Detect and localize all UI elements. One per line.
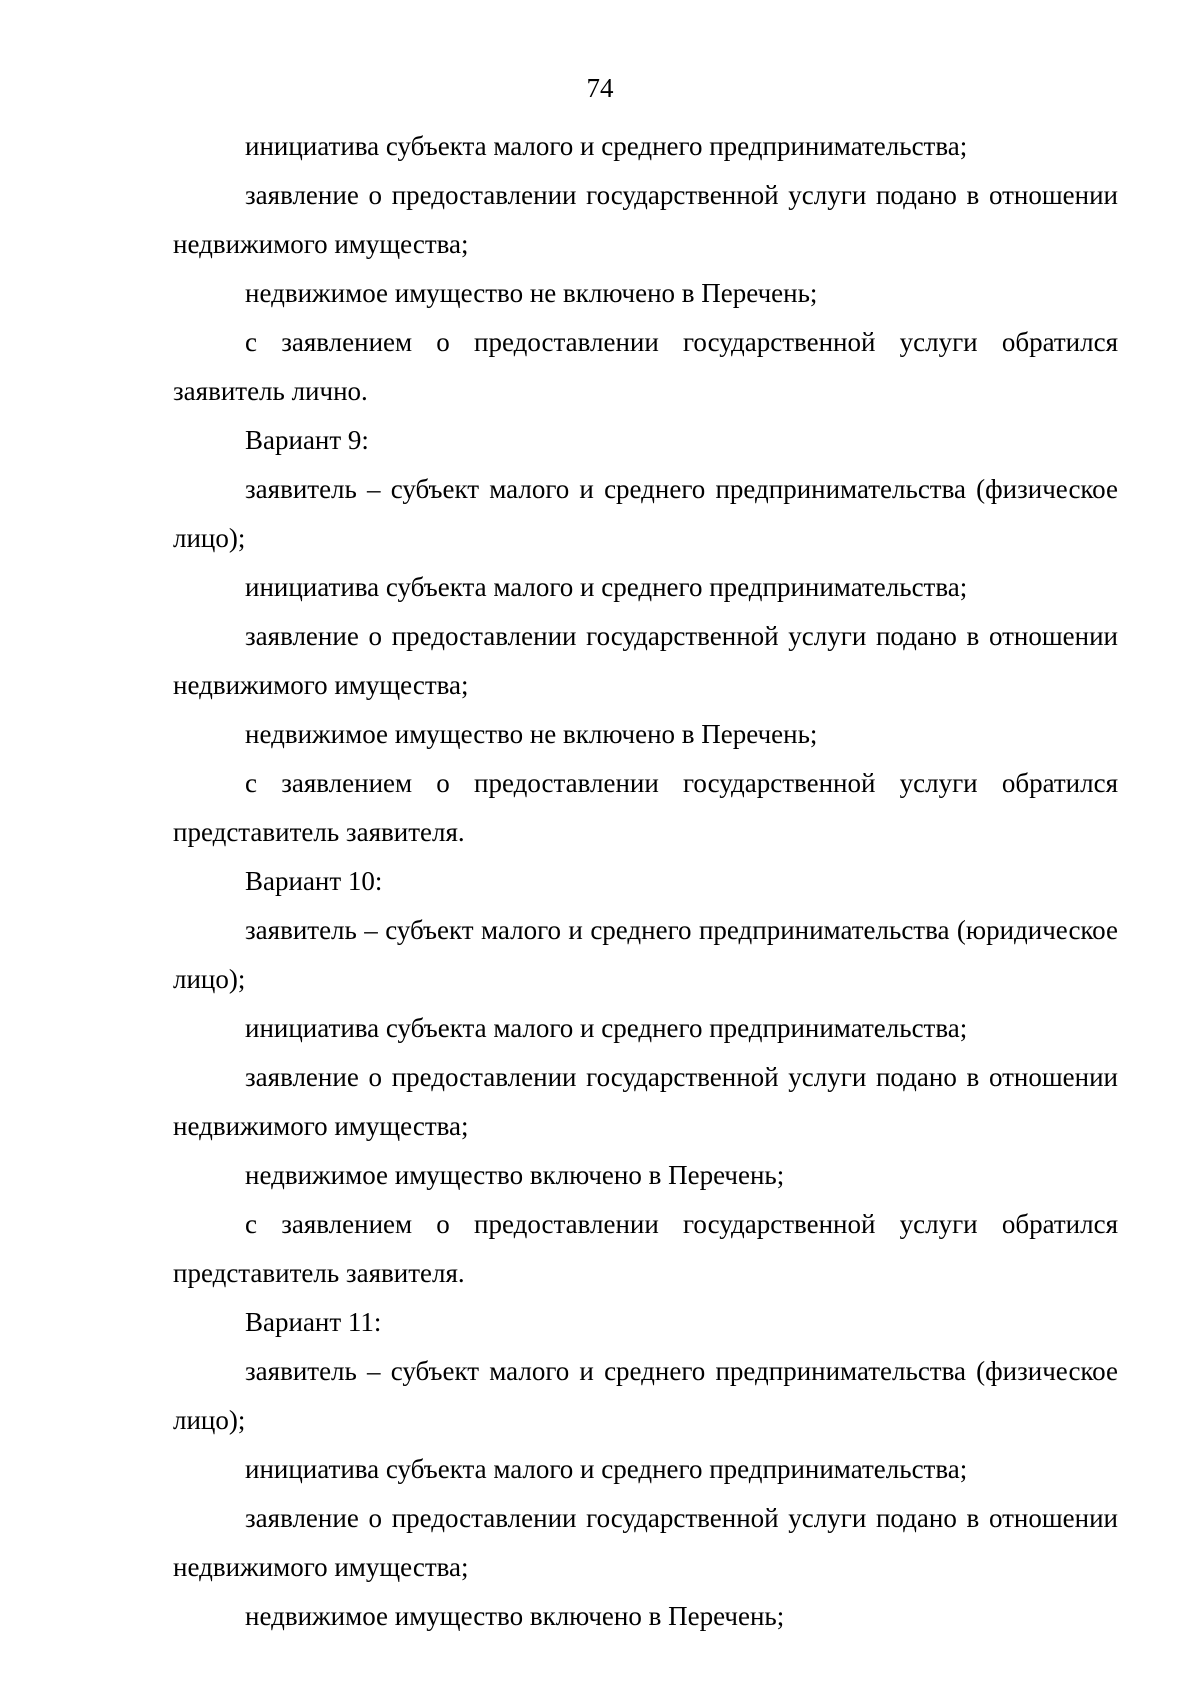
paragraph: заявление о предоставлении государственной услуги подано в отношении недвижимого имущества; [173,1503,1118,1582]
paragraph: с заявлением о предоставлении государственной услуги обратился представитель заявителя. [173,1209,1118,1288]
paragraph: недвижимое имущество не включено в Перечень; [245,719,818,749]
paragraph: недвижимое имущество включено в Перечень; [245,1160,785,1190]
document-body [173,122,1118,1641]
paragraph: недвижимое имущество не включено в Перечень; [245,278,818,308]
variant-heading: Вариант 11: [245,1307,382,1337]
paragraph: заявитель – субъект малого и среднего предпринимательства (физическое лицо); [173,1356,1118,1435]
variant-heading: Вариант 10: [245,866,383,896]
paragraph: с заявлением о предоставлении государственной услуги обратился представитель заявителя. [173,768,1118,847]
paragraph: инициатива субъекта малого и среднего предпринимательства; [245,131,968,161]
paragraph: инициатива субъекта малого и среднего предпринимательства; [245,1454,968,1484]
paragraph: заявление о предоставлении государственной услуги подано в отношении недвижимого имущества; [173,1062,1118,1141]
paragraph: недвижимое имущество включено в Перечень; [245,1601,785,1631]
paragraph: с заявлением о предоставлении государственной услуги обратился заявитель лично. [173,327,1118,406]
variant-heading: Вариант 9: [245,425,369,455]
paragraph: заявитель – субъект малого и среднего предпринимательства (юридическое лицо); [173,915,1118,994]
paragraph: заявление о предоставлении государственной услуги подано в отношении недвижимого имущества; [173,180,1118,259]
paragraph: заявление о предоставлении государственной услуги подано в отношении недвижимого имущества; [173,621,1118,700]
page-number: 74 [586,73,614,103]
paragraph: инициатива субъекта малого и среднего предпринимательства; [245,572,968,602]
paragraph: заявитель – субъект малого и среднего предпринимательства (физическое лицо); [173,474,1118,553]
paragraph: инициатива субъекта малого и среднего предпринимательства; [245,1013,968,1043]
